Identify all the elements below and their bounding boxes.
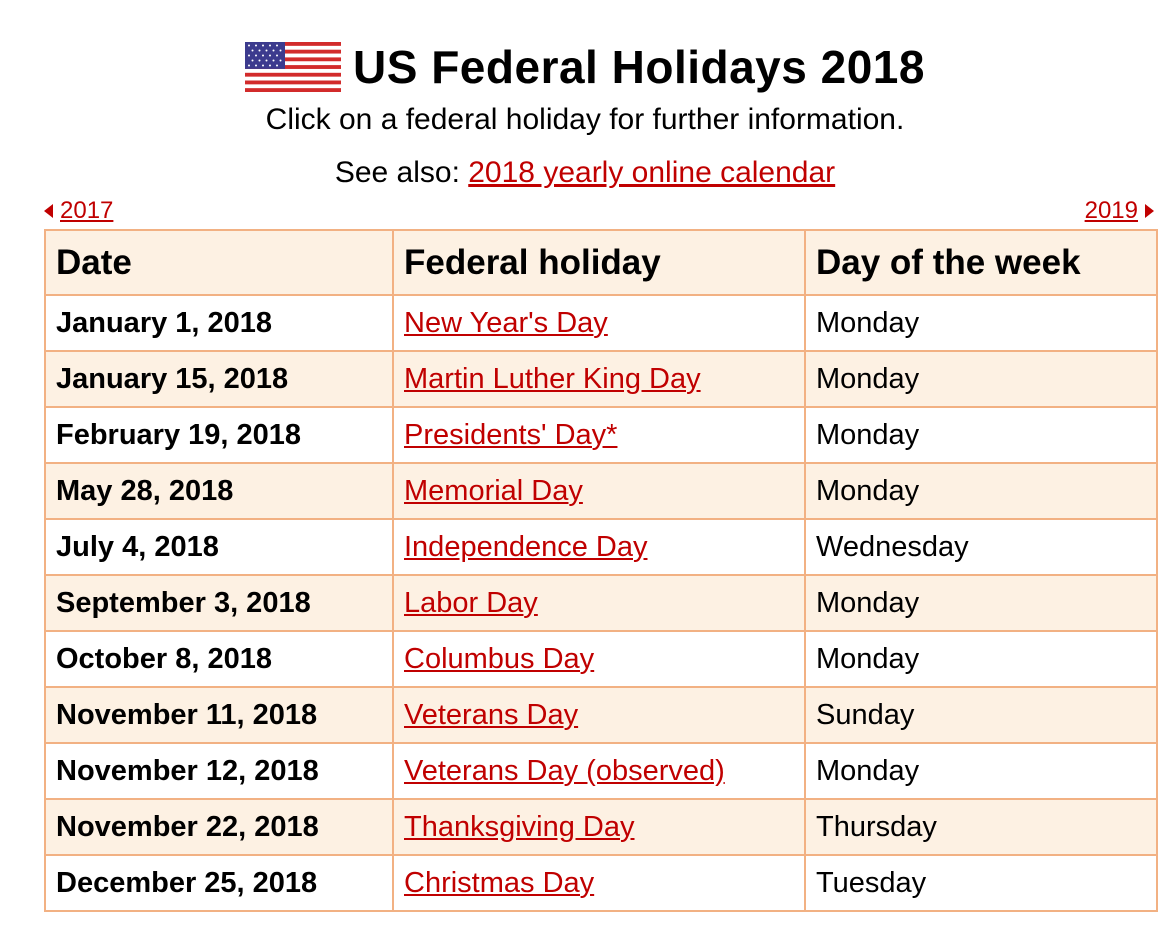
- page-subtitle: Click on a federal holiday for further information.: [265, 103, 905, 136]
- weekday-cell: Monday: [805, 407, 1157, 463]
- holiday-link[interactable]: Memorial Day: [404, 474, 583, 507]
- table-row: [45, 855, 1157, 911]
- date-cell: February 19, 2018: [45, 407, 393, 463]
- table-row: [45, 799, 1157, 855]
- holiday-link[interactable]: Veterans Day: [404, 698, 579, 731]
- yearly-calendar-link[interactable]: 2018 yearly online calendar: [468, 156, 836, 189]
- table-row: [45, 463, 1157, 519]
- table-row: [45, 631, 1157, 687]
- date-cell: November 22, 2018: [45, 799, 393, 855]
- holiday-cell: [393, 407, 805, 463]
- table-row: [45, 407, 1157, 463]
- holiday-link[interactable]: Thanksgiving Day: [404, 810, 635, 843]
- holiday-cell: [393, 575, 805, 631]
- weekday-cell: Tuesday: [805, 855, 1157, 911]
- holiday-cell: [393, 687, 805, 743]
- holiday-cell: [393, 519, 805, 575]
- date-cell: November 11, 2018: [45, 687, 393, 743]
- table-row: [45, 295, 1157, 351]
- table-row: [45, 351, 1157, 407]
- holiday-cell: [393, 855, 805, 911]
- date-cell: May 28, 2018: [45, 463, 393, 519]
- table-row: [45, 575, 1157, 631]
- weekday-cell: Monday: [805, 575, 1157, 631]
- holidays-table: [44, 229, 1158, 912]
- weekday-cell: Sunday: [805, 687, 1157, 743]
- date-cell: January 15, 2018: [45, 351, 393, 407]
- holiday-link[interactable]: Presidents' Day*: [404, 418, 618, 451]
- holiday-cell: [393, 295, 805, 351]
- date-cell: November 12, 2018: [45, 743, 393, 799]
- page-title: US Federal Holidays 2018: [353, 41, 925, 93]
- holiday-cell: [393, 743, 805, 799]
- holiday-link[interactable]: Columbus Day: [404, 642, 595, 675]
- holiday-link[interactable]: Christmas Day: [404, 866, 595, 899]
- weekday-cell: Monday: [805, 295, 1157, 351]
- holiday-link[interactable]: Labor Day: [404, 586, 538, 619]
- weekday-cell: Monday: [805, 351, 1157, 407]
- page-header: [0, 40, 1170, 94]
- weekday-cell: Monday: [805, 463, 1157, 519]
- next-year-nav[interactable]: [1085, 197, 1154, 225]
- arrow-right-icon: [1145, 204, 1154, 218]
- table-row: [45, 519, 1157, 575]
- column-header-date: Date: [45, 230, 393, 295]
- prev-year-link[interactable]: 2017: [60, 197, 114, 224]
- table-row: [45, 743, 1157, 799]
- date-cell: December 25, 2018: [45, 855, 393, 911]
- date-cell: July 4, 2018: [45, 519, 393, 575]
- weekday-cell: Thursday: [805, 799, 1157, 855]
- holiday-link[interactable]: New Year's Day: [404, 306, 608, 339]
- holiday-cell: [393, 463, 805, 519]
- table-header-row: [45, 230, 1157, 295]
- next-year-link[interactable]: 2019: [1084, 197, 1138, 224]
- weekday-cell: Monday: [805, 743, 1157, 799]
- prev-year-nav[interactable]: [44, 197, 113, 225]
- date-cell: January 1, 2018: [45, 295, 393, 351]
- holiday-link[interactable]: Martin Luther King Day: [404, 362, 701, 395]
- weekday-cell: Wednesday: [805, 519, 1157, 575]
- arrow-left-icon: [44, 204, 53, 218]
- date-cell: September 3, 2018: [45, 575, 393, 631]
- weekday-cell: Monday: [805, 631, 1157, 687]
- us-flag-icon: [245, 42, 341, 92]
- holiday-cell: [393, 799, 805, 855]
- date-cell: October 8, 2018: [45, 631, 393, 687]
- table-row: [45, 687, 1157, 743]
- column-header-holiday: Federal holiday: [393, 230, 805, 295]
- holiday-cell: [393, 351, 805, 407]
- see-also-line: [0, 156, 1170, 190]
- holiday-link[interactable]: Veterans Day (observed): [404, 754, 725, 787]
- holiday-cell: [393, 631, 805, 687]
- column-header-weekday: Day of the week: [805, 230, 1157, 295]
- see-also-label: See also:: [334, 156, 469, 189]
- holiday-link[interactable]: Independence Day: [404, 530, 648, 563]
